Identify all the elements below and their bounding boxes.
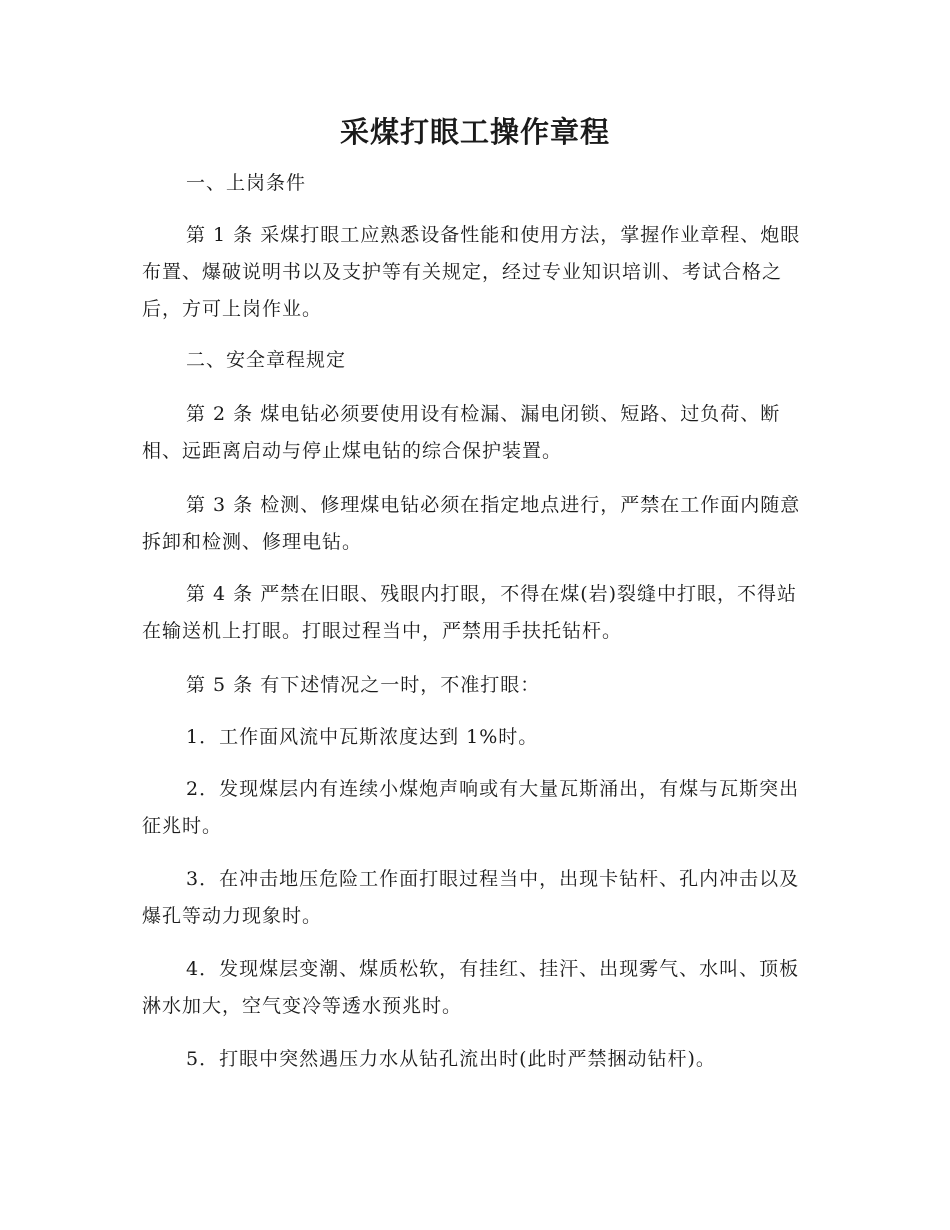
article-4: 第 4 条 严禁在旧眼、残眼内打眼，不得在煤(岩)裂缝中打眼，不得站在输送机上打眼。打眼过程当中，严禁用手扶托钻杆。: [142, 583, 798, 642]
section-heading-safety-rules: 二、安全章程规定: [186, 349, 347, 371]
list-item-3: 3．在冲击地压危险工作面打眼过程当中，出现卡钻杆、孔内冲击以及爆孔等动力现象时。: [142, 868, 800, 927]
article-3: 第 3 条 检测、修理煤电钻必须在指定地点进行，严禁在工作面内随意拆卸和检测、修理电钻。: [142, 494, 801, 553]
section-heading-qualifications: 一、上岗条件: [186, 172, 307, 194]
document-title: 采煤打眼工操作章程: [339, 115, 610, 149]
list-item-1: 1．工作面风流中瓦斯浓度达到 1%时。: [186, 726, 539, 748]
article-5: 第 5 条 有下述情况之一时，不准打眼：: [186, 674, 541, 696]
article-2: 第 2 条 煤电钻必须要使用设有检漏、漏电闭锁、短路、过负荷、断相、远距离启动与停止煤电钻的综合保护装置。: [142, 403, 781, 462]
list-item-5: 5．打眼中突然遇压力水从钻孔流出时(此时严禁捆动钻杆)。: [186, 1048, 716, 1070]
list-item-4: 4．发现煤层变潮、煤质松软，有挂红、挂汗、出现雾气、水叫、顶板淋水加大，空气变冷等透水预兆时。: [142, 958, 800, 1017]
article-1: 第 1 条 采煤打眼工应熟悉设备性能和使用方法，掌握作业章程、炮眼布置、爆破说明书以及支护等有关规定，经过专业知识培训、考试合格之后，方可上岗作业。: [142, 224, 801, 320]
list-item-2: 2．发现煤层内有连续小煤炮声响或有大量瓦斯涌出，有煤与瓦斯突出征兆时。: [142, 778, 800, 837]
